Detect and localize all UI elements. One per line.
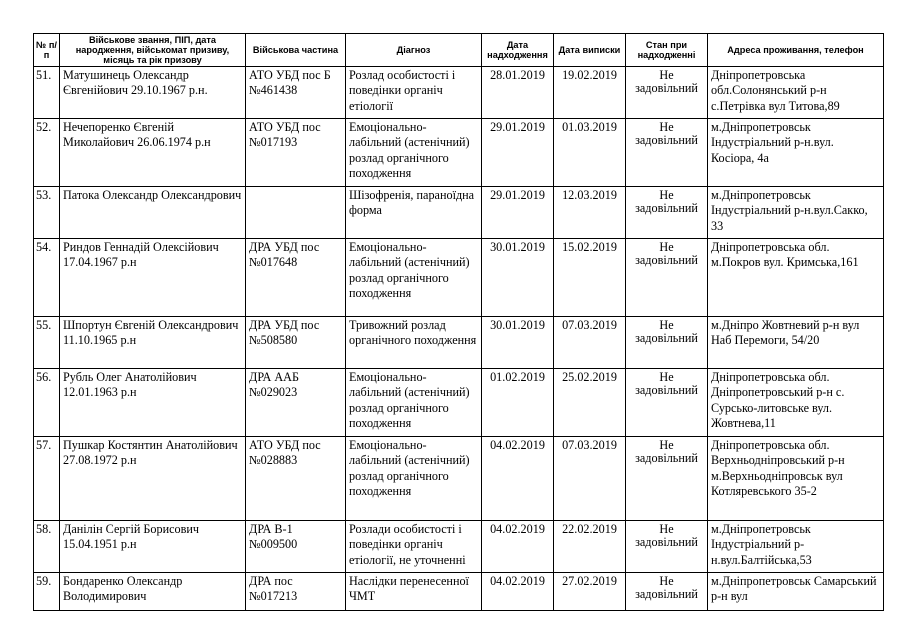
header-num: № п/п <box>34 34 60 67</box>
cell-state: Не задовільний <box>626 239 708 317</box>
cell-name: Матушинець Олександр Євгенійович 29.10.1967 р.н. <box>60 67 246 119</box>
cell-admitted: 30.01.2019 <box>482 239 554 317</box>
table-header-row <box>34 34 884 67</box>
cell-diagnosis: Шізофренія, параноїдна форма <box>346 187 482 239</box>
cell-discharged: 19.02.2019 <box>554 67 626 119</box>
cell-diagnosis: Емоціонально-лабільний (астенічний) розлад органічного походження <box>346 369 482 437</box>
table-row <box>34 187 884 239</box>
cell-unit: ДРА ААБ №029023 <box>246 369 346 437</box>
cell-name: Данілін Сергій Борисович 15.04.1951 р.н <box>60 521 246 573</box>
cell-unit: АТО УБД пос №017193 <box>246 119 346 187</box>
cell-num: 53. <box>34 187 60 239</box>
cell-discharged: 27.02.2019 <box>554 573 626 611</box>
cell-address: м.Дніпро Жовтневий р-н вул Наб Перемоги, 54/20 <box>708 317 884 369</box>
cell-state: Не задовільний <box>626 67 708 119</box>
cell-name: Риндов Геннадій Олексійович 17.04.1967 р.н <box>60 239 246 317</box>
table-row <box>34 119 884 187</box>
cell-admitted: 29.01.2019 <box>482 187 554 239</box>
cell-admitted: 01.02.2019 <box>482 369 554 437</box>
cell-state: Не задовільний <box>626 187 708 239</box>
cell-address: м.Дніпропетровськ Індустріальний р-н.вул.Балтійська,53 <box>708 521 884 573</box>
cell-name: Бондаренко Олександр Володимирович <box>60 573 246 611</box>
table-row <box>34 317 884 369</box>
header-address: Адреса проживання, телефон <box>708 34 884 67</box>
cell-diagnosis: Розлад особистості і поведінки органіч етіології <box>346 67 482 119</box>
cell-address: м.Дніпропетровськ Індустріальний р-н.вул.Сакко, 33 <box>708 187 884 239</box>
table-row <box>34 573 884 611</box>
document-page <box>33 33 883 611</box>
header-state: Стан при надходженні <box>626 34 708 67</box>
cell-unit: АТО УБД пос Б №461438 <box>246 67 346 119</box>
cell-diagnosis: Емоціонально-лабільний (астенічний) розлад органічного походження <box>346 119 482 187</box>
cell-unit: АТО УБД пос №028883 <box>246 437 346 521</box>
cell-state: Не задовільний <box>626 317 708 369</box>
cell-discharged: 01.03.2019 <box>554 119 626 187</box>
cell-state: Не задовільний <box>626 521 708 573</box>
cell-discharged: 07.03.2019 <box>554 317 626 369</box>
cell-num: 56. <box>34 369 60 437</box>
header-discharged: Дата виписки <box>554 34 626 67</box>
table-row <box>34 239 884 317</box>
cell-name: Рубль Олег Анатолійович 12.01.1963 р.н <box>60 369 246 437</box>
cell-discharged: 25.02.2019 <box>554 369 626 437</box>
cell-unit: ДРА пос №017213 <box>246 573 346 611</box>
cell-unit: ДРА В-1 №009500 <box>246 521 346 573</box>
patients-table <box>33 33 884 611</box>
cell-diagnosis: Розлади особистості і поведінки органіч етіології, не уточненні <box>346 521 482 573</box>
cell-name: Шпортун Євгеній Олександрович 11.10.1965 р.н <box>60 317 246 369</box>
cell-discharged: 15.02.2019 <box>554 239 626 317</box>
header-name: Військове звання, ПІП, дата народження, військомат призиву, місяць та рік призову <box>60 34 246 67</box>
cell-num: 59. <box>34 573 60 611</box>
cell-address: Дніпропетровська обл. Верхньодніпровський р-н м.Верхньодніпровськ вул Котляревського 35-2 <box>708 437 884 521</box>
cell-diagnosis: Тривожний розлад органічного походження <box>346 317 482 369</box>
table-row <box>34 67 884 119</box>
cell-num: 51. <box>34 67 60 119</box>
cell-state: Не задовільний <box>626 437 708 521</box>
header-diagnosis: Діагноз <box>346 34 482 67</box>
cell-discharged: 12.03.2019 <box>554 187 626 239</box>
cell-state: Не задовільний <box>626 119 708 187</box>
cell-admitted: 04.02.2019 <box>482 573 554 611</box>
cell-discharged: 22.02.2019 <box>554 521 626 573</box>
table-row <box>34 521 884 573</box>
cell-num: 58. <box>34 521 60 573</box>
cell-address: м.Дніпропетровськ Індустріальний р-н.вул. Косіора, 4а <box>708 119 884 187</box>
cell-admitted: 29.01.2019 <box>482 119 554 187</box>
cell-name: Пушкар Костянтин Анатолійович 27.08.1972 р.н <box>60 437 246 521</box>
table-row <box>34 437 884 521</box>
cell-discharged: 07.03.2019 <box>554 437 626 521</box>
cell-address: м.Дніпропетровськ Самарський р-н вул <box>708 573 884 611</box>
cell-unit: ДРА УБД пос №017648 <box>246 239 346 317</box>
table-row <box>34 369 884 437</box>
cell-num: 57. <box>34 437 60 521</box>
cell-admitted: 04.02.2019 <box>482 437 554 521</box>
cell-address: Дніпропетровська обл.Солонянський р-н с.Петрівка вул Титова,89 <box>708 67 884 119</box>
header-unit: Військова частина <box>246 34 346 67</box>
cell-address: Дніпропетровська обл. Дніпропетровський р-н с. Сурсько-литовське вул. Жовтнева,11 <box>708 369 884 437</box>
cell-admitted: 28.01.2019 <box>482 67 554 119</box>
cell-name: Патока Олександр Олександрович <box>60 187 246 239</box>
cell-num: 52. <box>34 119 60 187</box>
cell-diagnosis: Емоціонально-лабільний (астенічний) розлад органічного походження <box>346 437 482 521</box>
cell-unit: ДРА УБД пос №508580 <box>246 317 346 369</box>
cell-num: 54. <box>34 239 60 317</box>
cell-num: 55. <box>34 317 60 369</box>
cell-state: Не задовільний <box>626 573 708 611</box>
cell-admitted: 30.01.2019 <box>482 317 554 369</box>
cell-admitted: 04.02.2019 <box>482 521 554 573</box>
cell-address: Дніпропетровська обл. м.Покров вул. Кримська,161 <box>708 239 884 317</box>
header-admitted: Дата надходження <box>482 34 554 67</box>
cell-diagnosis: Наслідки перенесенної ЧМТ <box>346 573 482 611</box>
cell-unit <box>246 187 346 239</box>
cell-state: Не задовільний <box>626 369 708 437</box>
cell-name: Нечепоренко Євгеній Миколайович 26.06.1974 р.н <box>60 119 246 187</box>
cell-diagnosis: Емоціонально-лабільний (астенічний) розлад органічного походження <box>346 239 482 317</box>
